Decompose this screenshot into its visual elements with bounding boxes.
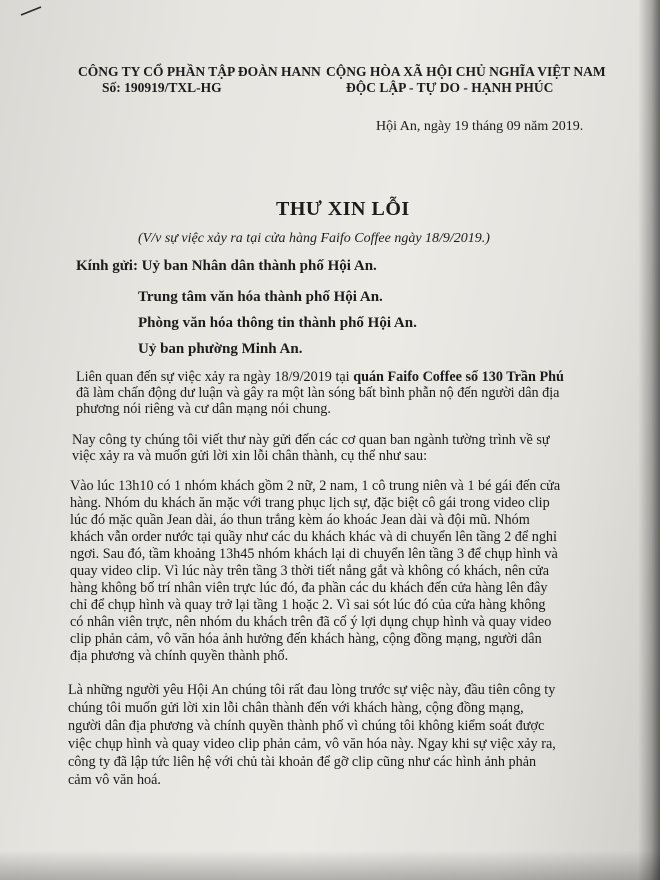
paragraph-1-line-2: đã làm chấn động dư luận và gây ra một làn sóng bất bình phẫn nộ đến người dân địa [76, 385, 560, 401]
paragraph-4-line-2: chúng tôi muốn gửi lời xin lỗi chân thành đến với khách hàng, cộng đồng mạng, [68, 700, 524, 716]
recipient-line-2: Trung tâm văn hóa thành phố Hội An. [138, 289, 383, 305]
paragraph-4-line-3: người dân địa phương và chính quyền thành phố vì chúng tôi không kiểm soát được [68, 718, 545, 734]
paragraph-1-line-1 [76, 369, 564, 386]
paragraph-3-line-4: khách vẫn order nước tại quầy như các du khách khác và di chuyển lên tầng 2 để nghỉ [70, 529, 557, 545]
page-bottom-shadow [0, 850, 660, 880]
place-date: Hội An, ngày 19 tháng 09 năm 2019. [376, 119, 584, 134]
paragraph-3-line-7: hàng không bố trí nhân viên trực lúc đó, đa phần các du khách đến cửa hàng lên đây [70, 580, 548, 596]
paragraph-3-line-11: địa phương và chính quyền thành phố. [70, 648, 289, 664]
recipient-line-4: Uỷ ban phường Minh An. [138, 341, 303, 357]
recipient-line-1: Kính gửi: Uỷ ban Nhân dân thành phố Hội An. [76, 258, 377, 274]
nation-motto: ĐỘC LẬP - TỰ DO - HẠNH PHÚC [346, 80, 554, 95]
paragraph-3-line-8: chỉ để chụp hình và quay trở lại tầng 1 hoặc 2. Vì sai sót lúc đó của cửa hàng không [70, 597, 546, 613]
recipient-line-3: Phòng văn hóa thông tin thành phố Hội An. [138, 315, 417, 331]
paragraph-3-line-10: clip phản cảm, vô văn hóa ảnh hưởng đến khách hàng, cộng đồng mạng, người dân [70, 631, 542, 647]
paragraph-3-line-3: lúc đó mặc quần Jean dài, áo thun trắng kèm áo khoác Jean dài và đội mũ. Nhóm [70, 512, 530, 528]
paragraph-3-line-2: hàng. Nhóm du khách ăn mặc với trang phục lịch sự, đặc biệt cô gái trong video clip [70, 495, 550, 511]
paragraph-3-line-5: ngơi. Sau đó, tầm khoảng 13h45 nhóm khách lại di chuyển lên tầng 3 để chụp hình và [70, 546, 558, 562]
paragraph-1-text: Liên quan đến sự việc xảy ra ngày 18/9/2019 tại [76, 369, 354, 385]
paragraph-1-line-3: phương nói riêng và cư dân mạng nói chung. [76, 401, 331, 417]
pen-stroke-mark [20, 6, 42, 16]
paragraph-3-line-9: có nhân viên trực, nên nhóm du khách trên đã cố ý lợi dụng chụp hình và quay video [70, 614, 552, 630]
paragraph-4-line-6: cảm vô văn hoá. [68, 772, 161, 788]
letter-subject: (V/v sự việc xảy ra tại cửa hàng Faifo Coffee ngày 18/9/2019.) [138, 231, 490, 246]
paragraph-4-line-1: Là những người yêu Hội An chúng tôi rất đau lòng trước sự việc này, đầu tiên công ty [68, 682, 556, 698]
page-edge-shadow [638, 0, 660, 880]
paragraph-4-line-4: việc chụp hình và quay video clip phản cảm, vô văn hóa này. Ngay khi sự việc xảy ra, [68, 736, 556, 752]
paragraph-2-line-2: việc xảy ra và muốn gửi lời xin lỗi chân thành, cụ thể như sau: [72, 448, 428, 464]
paragraph-2-line-1: Nay công ty chúng tôi viết thư này gửi đến các cơ quan ban ngành tường trình về sự [72, 432, 550, 448]
paragraph-4-line-5: công ty đã lập tức liên hệ với chủ tài khoản để gỡ clip cũng như các hình ảnh phản [68, 754, 537, 770]
nation-title: CỘNG HÒA XÃ HỘI CHỦ NGHĨA VIỆT NAM [326, 64, 606, 79]
company-name: CÔNG TY CỔ PHẦN TẬP ĐOÀN HANN [78, 64, 321, 79]
shop-address: quán Faifo Coffee số 130 Trần Phú [353, 369, 564, 385]
paragraph-3-line-6: quay video clip. Vì lúc này trên tầng 3 thời tiết nắng gắt và không có khách, nên cửa [70, 563, 550, 579]
paragraph-3-line-1: Vào lúc 13h10 có 1 nhóm khách gồm 2 nữ, 2 nam, 1 cô trung niên và 1 bé gái đến cửa [70, 478, 561, 494]
letter-title: THƯ XIN LỖI [276, 198, 410, 220]
document-number: Số: 190919/TXL-HG [102, 80, 222, 95]
